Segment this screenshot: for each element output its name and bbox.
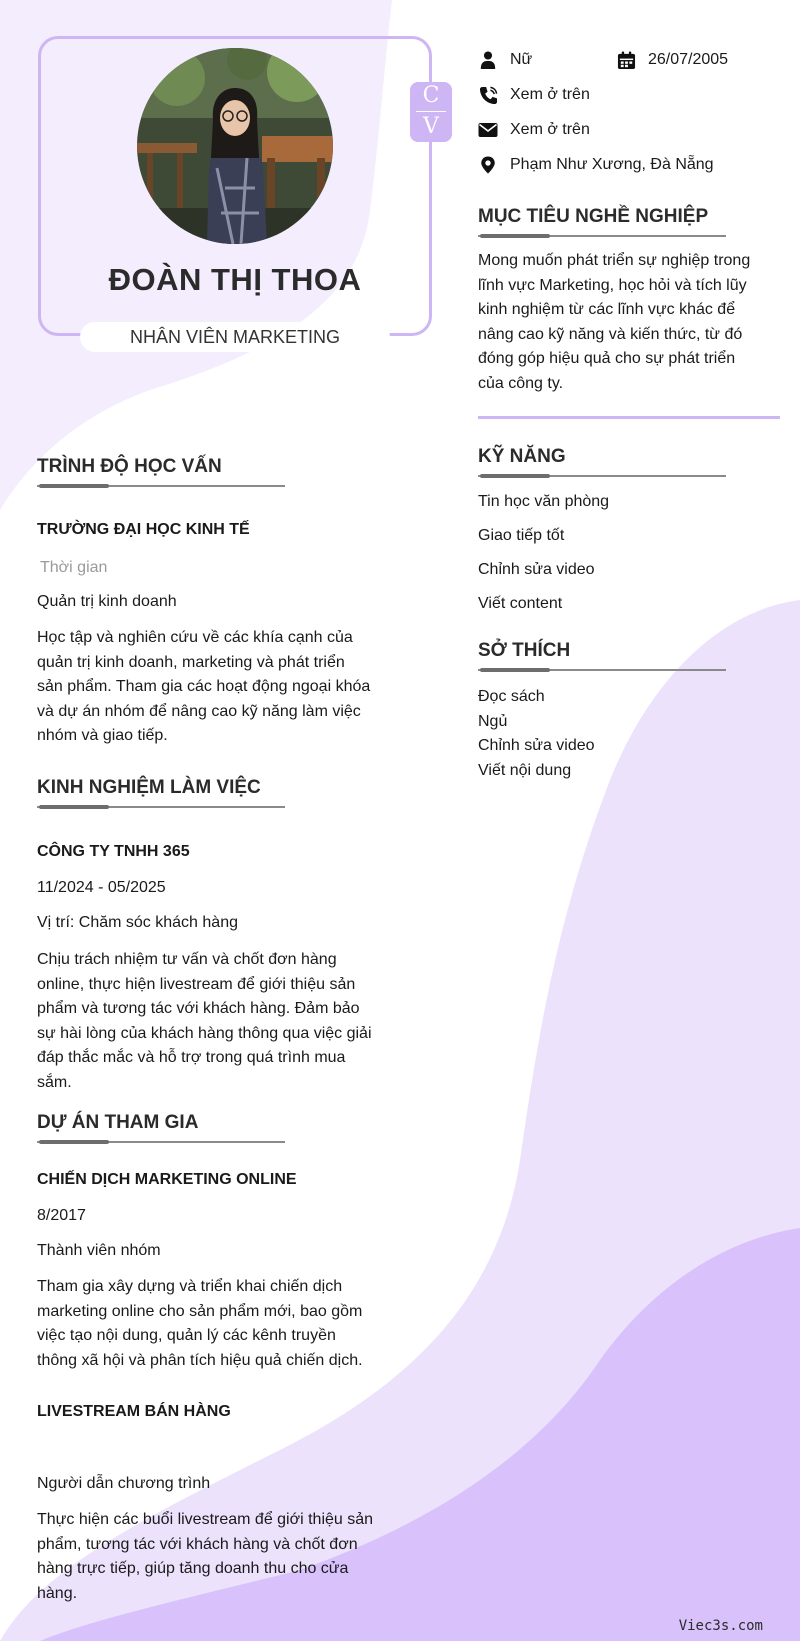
- person-icon: [478, 50, 498, 70]
- objective-section: [478, 206, 788, 396]
- skills-rule: [478, 474, 726, 477]
- objective-rule: [478, 234, 726, 237]
- experience-title: KINH NGHIỆM LÀM VIỆC: [37, 777, 261, 798]
- cv-divider: [416, 111, 446, 112]
- project-date: 8/2017: [37, 1207, 86, 1224]
- projects-section: [37, 1112, 285, 1143]
- hobbies-section: [478, 640, 726, 783]
- projects-title: DỰ ÁN THAM GIA: [37, 1112, 199, 1133]
- phone-icon: [478, 85, 498, 105]
- education-rule: [37, 484, 285, 487]
- project-role: Người dẫn chương trình: [37, 1475, 211, 1492]
- project-line: Tham gia xây dựng và triển khai chiến dịch: [37, 1278, 343, 1295]
- project-name: LIVESTREAM BÁN HÀNG: [37, 1403, 231, 1420]
- skill-item: Chỉnh sửa video: [478, 561, 595, 578]
- contact-birthdate: [616, 50, 728, 70]
- job-title: NHÂN VIÊN MARKETING: [80, 322, 390, 352]
- project-line: marketing online cho sản phẩm mới, bao gồm: [37, 1302, 363, 1320]
- education-line: Học tập và nghiên cứu về các khía cạnh của: [37, 629, 353, 646]
- experience-description: [37, 948, 407, 1095]
- education-line: quản trị kinh doanh, marketing và phát triển: [37, 653, 345, 671]
- experience-line: sắm.: [37, 1073, 72, 1091]
- experience-line: sự hài lòng của khách hàng thông qua việc giải: [37, 1024, 372, 1042]
- skills-section: [478, 446, 726, 613]
- experience-rule: [37, 805, 285, 808]
- candidate-name: ĐOÀN THỊ THOA: [108, 262, 362, 297]
- email-value: Xem ở trên: [510, 121, 590, 138]
- education-time: Thời gian: [40, 559, 108, 576]
- objective-text: [478, 249, 788, 396]
- cv-letter-c: C: [422, 83, 440, 108]
- project-line: Thực hiện các buổi livestream để giới thiệu sản: [37, 1511, 374, 1528]
- contact-email: [478, 120, 590, 140]
- project-description: [37, 1508, 407, 1606]
- objective-title: MỤC TIÊU NGHỀ NGHIỆP: [478, 206, 709, 227]
- profile-photo: [137, 48, 333, 244]
- contact-gender: [478, 50, 532, 70]
- education-line: nhóm và giao tiếp.: [37, 727, 168, 744]
- objective-line: kinh nghiệm từ các lĩnh vực khác để: [478, 301, 736, 318]
- contact-address: [478, 155, 714, 175]
- hobby-list: [478, 685, 726, 783]
- phone-value: Xem ở trên: [510, 86, 590, 103]
- contact-phone: [478, 85, 590, 105]
- envelope-icon: [478, 120, 498, 140]
- hobby-item: Đọc sách: [478, 688, 545, 705]
- map-pin-icon: [478, 155, 498, 175]
- gender-value: Nữ: [510, 51, 533, 68]
- objective-line: Mong muốn phát triển sự nghiệp trong: [478, 252, 751, 269]
- project-line: hàng.: [37, 1584, 78, 1602]
- skill-item: Viết content: [478, 595, 563, 612]
- experience-position: Vị trí: Chăm sóc khách hàng: [37, 914, 238, 931]
- project-line: thông xã hội và phân tích hiệu quả chiến dịch.: [37, 1351, 363, 1369]
- education-line: và dự án nhóm để nâng cao kỹ năng làm việc: [37, 702, 361, 720]
- education-description: [37, 626, 407, 749]
- hobbies-title: SỞ THÍCH: [478, 640, 571, 661]
- project-line: việc tạo nội dung, quản lý các kênh truyền: [37, 1327, 336, 1344]
- project-name: CHIẾN DỊCH MARKETING ONLINE: [37, 1171, 297, 1188]
- objective-line: nâng cao kỹ năng và kiến thức, từ đó: [478, 325, 743, 343]
- education-major: Quản trị kinh doanh: [37, 593, 177, 610]
- birthdate-value: 26/07/2005: [648, 51, 729, 68]
- project-line: hàng trực tiếp, giúp tăng doanh thu cho cửa: [37, 1560, 349, 1577]
- experience-line: đáp thắc mắc và hỗ trợ trong quá trình mua: [37, 1049, 346, 1066]
- experience-line: phẩm và tương tác với khách hàng. Đảm bảo: [37, 1000, 360, 1017]
- objective-line: của công ty.: [478, 374, 564, 392]
- experience-section: [37, 777, 285, 808]
- skill-item: Giao tiếp tốt: [478, 527, 565, 544]
- experience-period: 11/2024 - 05/2025: [37, 879, 166, 896]
- project-description: [37, 1275, 407, 1373]
- education-line: sản phẩm. Tham gia các hoạt động ngoại khóa: [37, 678, 371, 695]
- skill-item: Tin học văn phòng: [478, 493, 610, 510]
- calendar-icon: [616, 50, 636, 70]
- address-value: Phạm Như Xương, Đà Nẵng: [510, 156, 714, 173]
- right-divider: [478, 416, 780, 419]
- education-school: TRƯỜNG ĐẠI HỌC KINH TẾ: [37, 521, 250, 538]
- skills-title: KỸ NĂNG: [478, 446, 566, 467]
- cv-letter-v: V: [423, 114, 439, 139]
- cv-badge: [410, 82, 452, 142]
- hobby-item: Viết nội dung: [478, 761, 572, 779]
- projects-rule: [37, 1140, 285, 1143]
- watermark: Viec3s.com: [678, 1618, 763, 1634]
- education-section: [37, 456, 285, 487]
- experience-company: CÔNG TY TNHH 365: [37, 843, 190, 860]
- objective-line: đóng góp hiệu quả cho sự phát triển: [478, 350, 736, 367]
- project-role: Thành viên nhóm: [37, 1242, 161, 1259]
- experience-line: Chịu trách nhiệm tư vấn và chốt đơn hàng: [37, 951, 337, 968]
- objective-line: lĩnh vực Marketing, học hỏi và tích lũy: [478, 276, 747, 294]
- hobby-item: Ngủ: [478, 712, 508, 730]
- project-line: phẩm, tương tác với khách hàng và chốt đơn: [37, 1535, 358, 1553]
- education-title: TRÌNH ĐỘ HỌC VẤN: [37, 456, 222, 477]
- hobby-item: Chỉnh sửa video: [478, 737, 595, 754]
- hobbies-rule: [478, 668, 726, 671]
- experience-line: online, thực hiện livestream để giới thiệu sản: [37, 975, 356, 993]
